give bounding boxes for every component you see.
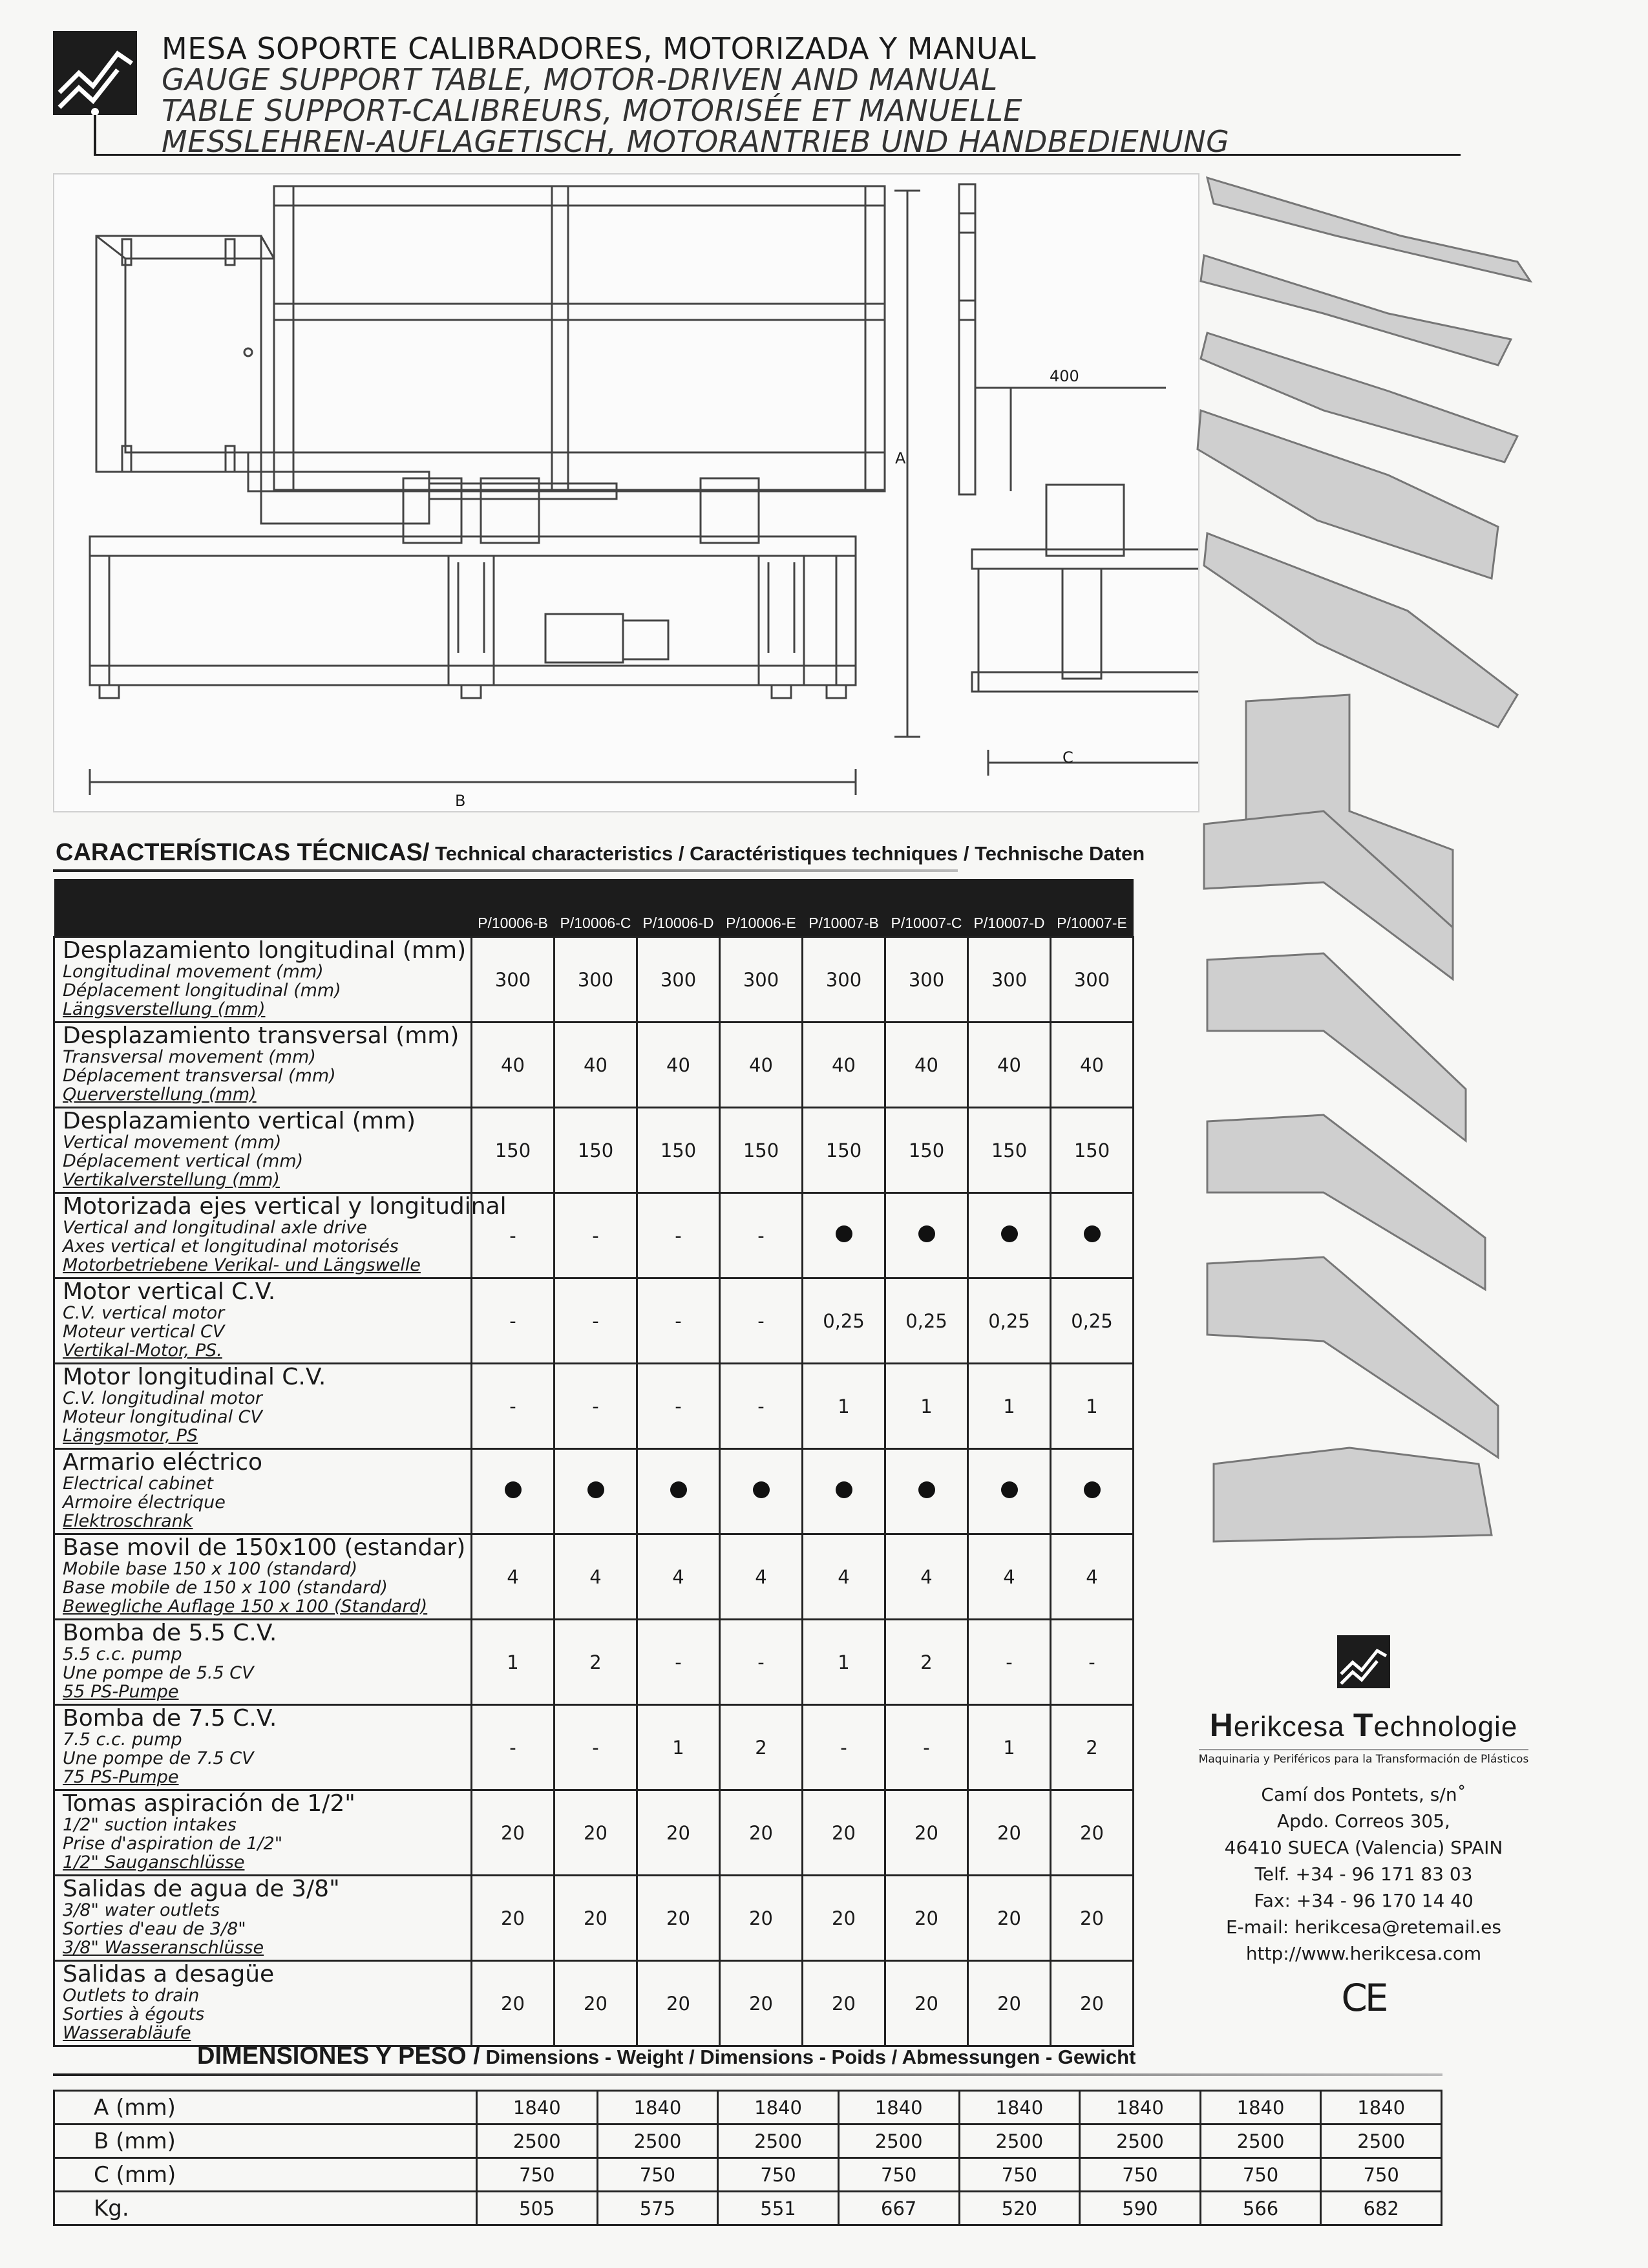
spec-value: 300 bbox=[968, 937, 1051, 1023]
included-dot-icon bbox=[1001, 1225, 1018, 1242]
dimensions-heading-rest: Dimensions - Weight / Dimensions - Poids / Abmessungen - Gewicht bbox=[480, 2046, 1136, 2068]
spec-value: 2 bbox=[885, 1620, 968, 1705]
spec-value: 40 bbox=[720, 1023, 803, 1108]
dimension-c-label: C bbox=[1062, 748, 1073, 767]
spec-value: 4 bbox=[803, 1534, 885, 1620]
spec-value: - bbox=[472, 1705, 555, 1790]
dimension-value: 2500 bbox=[838, 2125, 959, 2158]
dimension-value: 667 bbox=[838, 2192, 959, 2225]
spec-value: 1 bbox=[968, 1705, 1051, 1790]
spec-label-translation: Sorties à égouts bbox=[63, 2004, 205, 2024]
company-name bbox=[1137, 1706, 1590, 1744]
dimension-400-label: 400 bbox=[1050, 367, 1079, 385]
company-tagline: Maquinaria y Periféricos para la Transformación de Plásticos bbox=[1199, 1749, 1529, 1766]
spec-value: 150 bbox=[472, 1108, 555, 1193]
spec-value: 40 bbox=[555, 1023, 637, 1108]
spec-value: 20 bbox=[555, 1961, 637, 2046]
spec-value: 150 bbox=[720, 1108, 803, 1193]
included-dot-icon bbox=[670, 1481, 687, 1498]
spec-label-translation: 7.5 c.c. pump bbox=[63, 1730, 182, 1750]
dimension-row bbox=[54, 2091, 1442, 2125]
spec-value: 2 bbox=[720, 1705, 803, 1790]
address-line: Apdo. Correos 305, bbox=[1277, 1810, 1450, 1832]
website-link[interactable]: http://www.herikcesa.com bbox=[1245, 1943, 1482, 1964]
spec-label bbox=[54, 1278, 472, 1364]
spec-value bbox=[885, 1193, 968, 1278]
spec-label-translation: Sorties d'eau de 3/8" bbox=[63, 1919, 246, 1939]
spec-value: 1 bbox=[637, 1705, 720, 1790]
technical-drawing bbox=[53, 173, 1199, 812]
spec-label-translation: 75 PS-Pumpe bbox=[63, 1767, 179, 1787]
spec-value: 150 bbox=[637, 1108, 720, 1193]
spec-value: 20 bbox=[968, 1876, 1051, 1961]
included-dot-icon bbox=[1084, 1481, 1101, 1498]
spec-label-translation: Vertical movement (mm) bbox=[63, 1132, 282, 1152]
spec-value: - bbox=[555, 1193, 637, 1278]
spec-label-es: Motor longitudinal C.V. bbox=[63, 1364, 326, 1390]
spec-value: 2 bbox=[555, 1620, 637, 1705]
dimension-value: 750 bbox=[597, 2158, 718, 2192]
spec-value: 40 bbox=[637, 1023, 720, 1108]
spec-value: - bbox=[720, 1193, 803, 1278]
spec-label-translation: 1/2" Sauganschlüsse bbox=[63, 1852, 245, 1872]
spec-label bbox=[54, 1790, 472, 1876]
spec-value: 4 bbox=[472, 1534, 555, 1620]
spec-label-translation: Elektroschrank bbox=[63, 1511, 193, 1531]
spec-value: - bbox=[555, 1364, 637, 1449]
spec-row bbox=[54, 1108, 1134, 1193]
spec-value bbox=[472, 1449, 555, 1534]
spec-label-translation: 1/2" suction intakes bbox=[63, 1815, 237, 1835]
dimension-value: 2500 bbox=[718, 2125, 839, 2158]
spec-value: - bbox=[968, 1620, 1051, 1705]
dimension-value: 590 bbox=[1080, 2192, 1201, 2225]
spec-value: 1 bbox=[1051, 1364, 1134, 1449]
spec-row bbox=[54, 1961, 1134, 2046]
spec-value: - bbox=[472, 1278, 555, 1364]
spec-value: 20 bbox=[637, 1961, 720, 2046]
spec-row bbox=[54, 1449, 1134, 1534]
spec-value: 20 bbox=[803, 1961, 885, 2046]
dimension-value: 1840 bbox=[838, 2091, 959, 2125]
spec-label-translation: Déplacement vertical (mm) bbox=[63, 1151, 304, 1171]
phone-line: Telf. +34 - 96 171 83 03 bbox=[1254, 1863, 1473, 1885]
spec-value: 20 bbox=[803, 1876, 885, 1961]
model-header: P/10006-C bbox=[555, 879, 637, 937]
company-logo bbox=[1337, 1635, 1390, 1688]
spec-value: 4 bbox=[968, 1534, 1051, 1620]
spec-label-translation: Prise d'aspiration de 1/2" bbox=[63, 1834, 283, 1854]
model-header: P/10006-B bbox=[472, 879, 555, 937]
dimension-value: 1840 bbox=[1321, 2091, 1442, 2125]
dimension-value: 750 bbox=[959, 2158, 1080, 2192]
spec-value: 0,25 bbox=[803, 1278, 885, 1364]
spec-label bbox=[54, 1534, 472, 1620]
model-header: P/10006-D bbox=[637, 879, 720, 937]
spec-value: 20 bbox=[720, 1876, 803, 1961]
dimension-value: 1840 bbox=[597, 2091, 718, 2125]
spec-value: - bbox=[885, 1705, 968, 1790]
spec-value: 150 bbox=[968, 1108, 1051, 1193]
dimension-value: 750 bbox=[1321, 2158, 1442, 2192]
spec-label-translation: 3/8" water outlets bbox=[63, 1900, 220, 1920]
spec-value: 40 bbox=[1051, 1023, 1134, 1108]
spec-value: 20 bbox=[555, 1790, 637, 1876]
spec-value: 20 bbox=[720, 1961, 803, 2046]
spec-label-translation: Längsmotor, PS bbox=[63, 1426, 198, 1446]
spec-label-translation: Outlets to drain bbox=[63, 1986, 200, 2006]
spec-label bbox=[54, 1449, 472, 1534]
header-rule-stem bbox=[94, 115, 96, 154]
spec-value: 20 bbox=[885, 1876, 968, 1961]
spec-value: - bbox=[637, 1193, 720, 1278]
spec-value: - bbox=[803, 1705, 885, 1790]
spec-label-translation: Bewegliche Auflage 150 x 100 (Standard) bbox=[63, 1596, 428, 1616]
spec-value: 20 bbox=[968, 1790, 1051, 1876]
dimension-value: 2500 bbox=[1080, 2125, 1201, 2158]
spec-value: 20 bbox=[968, 1961, 1051, 2046]
model-header: P/10007-C bbox=[885, 879, 968, 937]
dimension-value: 2500 bbox=[959, 2125, 1080, 2158]
spec-label-translation: Vertikalverstellung (mm) bbox=[63, 1170, 280, 1190]
spec-label-translation: 5.5 c.c. pump bbox=[63, 1644, 182, 1664]
spec-value bbox=[637, 1449, 720, 1534]
brand-logo bbox=[53, 31, 137, 115]
spec-value: - bbox=[720, 1364, 803, 1449]
spec-value: 300 bbox=[803, 937, 885, 1023]
dimensions-heading-main: DIMENSIONES Y PESO / bbox=[197, 2042, 480, 2070]
spec-row bbox=[54, 1620, 1134, 1705]
dimension-value: 566 bbox=[1200, 2192, 1321, 2225]
spec-label bbox=[54, 1108, 472, 1193]
spec-value: 40 bbox=[968, 1023, 1051, 1108]
characteristics-heading-rest: Technical characteristics / Caractéristiques techniques / Technische Daten bbox=[429, 842, 1145, 865]
spec-value: 300 bbox=[720, 937, 803, 1023]
included-dot-icon bbox=[505, 1481, 522, 1498]
spec-label bbox=[54, 937, 472, 1023]
spec-value bbox=[885, 1449, 968, 1534]
spec-label-es: Desplazamiento vertical (mm) bbox=[63, 1108, 416, 1134]
spec-label-es: Tomas aspiración de 1/2" bbox=[63, 1790, 355, 1817]
spec-value: 0,25 bbox=[968, 1278, 1051, 1364]
spec-label-es: Armario eléctrico bbox=[63, 1449, 263, 1476]
spec-label bbox=[54, 1023, 472, 1108]
characteristics-heading-rule bbox=[53, 869, 958, 872]
characteristics-table bbox=[53, 879, 1134, 2047]
dimension-label: Kg. bbox=[54, 2192, 477, 2225]
spec-value: - bbox=[472, 1193, 555, 1278]
spec-value bbox=[803, 1449, 885, 1534]
spec-value: - bbox=[637, 1620, 720, 1705]
spec-value: 20 bbox=[1051, 1961, 1134, 2046]
included-dot-icon bbox=[753, 1481, 770, 1498]
model-header: P/10007-E bbox=[1051, 879, 1134, 937]
dimension-value: 1840 bbox=[959, 2091, 1080, 2125]
spec-value: 20 bbox=[637, 1790, 720, 1876]
company-name-initial-h: H bbox=[1209, 1707, 1234, 1743]
spec-label-translation: Moteur vertical CV bbox=[63, 1322, 225, 1342]
dimension-value: 1840 bbox=[1200, 2091, 1321, 2125]
spec-value: 20 bbox=[1051, 1876, 1134, 1961]
dimension-value: 575 bbox=[597, 2192, 718, 2225]
spec-value: - bbox=[637, 1364, 720, 1449]
characteristics-heading-main: CARACTERÍSTICAS TÉCNICAS/ bbox=[56, 839, 430, 866]
dimension-value: 2500 bbox=[597, 2125, 718, 2158]
chart-trend-icon bbox=[1337, 1635, 1390, 1688]
dimension-value: 750 bbox=[477, 2158, 598, 2192]
dimensions-table bbox=[53, 2090, 1442, 2226]
dimension-value: 2500 bbox=[1321, 2125, 1442, 2158]
title-german: MESSLEHREN-AUFLAGETISCH, MOTORANTRIEB UND HANDBEDIENUNG bbox=[162, 124, 1230, 159]
spec-label bbox=[54, 1705, 472, 1790]
model-header: P/10007-B bbox=[803, 879, 885, 937]
dimension-label: C (mm) bbox=[54, 2158, 477, 2192]
spec-label-translation: Une pompe de 7.5 CV bbox=[63, 1748, 254, 1768]
spec-value: 1 bbox=[968, 1364, 1051, 1449]
dimension-value: 520 bbox=[959, 2192, 1080, 2225]
spec-value: 20 bbox=[472, 1961, 555, 2046]
email-link[interactable]: E-mail: herikcesa@retemail.es bbox=[1225, 1916, 1501, 1938]
spec-value: 1 bbox=[885, 1364, 968, 1449]
ce-mark: CE bbox=[1341, 1976, 1386, 2020]
spec-value: 20 bbox=[885, 1961, 968, 2046]
spec-value: 300 bbox=[637, 937, 720, 1023]
spec-label-es: Bomba de 5.5 C.V. bbox=[63, 1620, 277, 1646]
dimension-value: 1840 bbox=[1080, 2091, 1201, 2125]
spec-value: 20 bbox=[637, 1876, 720, 1961]
spec-label-translation: Electrical cabinet bbox=[63, 1474, 214, 1494]
spec-value: 40 bbox=[472, 1023, 555, 1108]
spec-label-translation: Mobile base 150 x 100 (standard) bbox=[63, 1559, 358, 1579]
spec-value: 20 bbox=[803, 1790, 885, 1876]
dimension-value: 750 bbox=[718, 2158, 839, 2192]
spec-value bbox=[720, 1449, 803, 1534]
spec-value: 1 bbox=[803, 1620, 885, 1705]
spec-row bbox=[54, 1534, 1134, 1620]
spec-row bbox=[54, 1193, 1134, 1278]
dimension-row bbox=[54, 2158, 1442, 2192]
spec-label bbox=[54, 1876, 472, 1961]
spec-label-es: Bomba de 7.5 C.V. bbox=[63, 1705, 277, 1732]
spec-value: 1 bbox=[472, 1620, 555, 1705]
dimension-value: 551 bbox=[718, 2192, 839, 2225]
spec-label-translation: Transversal movement (mm) bbox=[63, 1047, 316, 1067]
spec-label-translation: Armoire électrique bbox=[63, 1492, 226, 1512]
dimensions-heading bbox=[197, 2044, 1136, 2068]
spec-value: - bbox=[1051, 1620, 1134, 1705]
spec-label-translation: Longitudinal movement (mm) bbox=[63, 962, 324, 982]
spec-label-translation: C.V. longitudinal motor bbox=[63, 1388, 262, 1408]
spec-label bbox=[54, 1193, 507, 1278]
dimension-value: 682 bbox=[1321, 2192, 1442, 2225]
included-dot-icon bbox=[587, 1481, 604, 1498]
spec-value: - bbox=[472, 1364, 555, 1449]
spec-label-translation: Längsverstellung (mm) bbox=[63, 999, 266, 1019]
spec-value: - bbox=[555, 1278, 637, 1364]
dimension-value: 750 bbox=[1200, 2158, 1321, 2192]
dimension-a-label: A bbox=[895, 449, 906, 467]
included-dot-icon bbox=[1001, 1481, 1018, 1498]
company-info bbox=[1137, 1635, 1590, 2020]
spec-row bbox=[54, 1790, 1134, 1876]
spec-label-es: Desplazamiento longitudinal (mm) bbox=[63, 937, 467, 964]
spec-value: 150 bbox=[803, 1108, 885, 1193]
spec-value: 20 bbox=[472, 1790, 555, 1876]
spec-row bbox=[54, 1876, 1134, 1961]
spec-label bbox=[54, 1961, 472, 2046]
chart-trend-icon bbox=[53, 31, 137, 115]
dimension-row bbox=[54, 2192, 1442, 2225]
dimension-value: 1840 bbox=[477, 2091, 598, 2125]
included-dot-icon bbox=[918, 1481, 935, 1498]
spec-value: 20 bbox=[555, 1876, 637, 1961]
included-dot-icon bbox=[918, 1225, 935, 1242]
header-blank bbox=[54, 879, 472, 937]
dimension-b-label: B bbox=[455, 792, 466, 810]
spec-value: 150 bbox=[555, 1108, 637, 1193]
company-name-part-1: erikcesa bbox=[1233, 1711, 1353, 1743]
model-header: P/10006-E bbox=[720, 879, 803, 937]
spec-value bbox=[1051, 1193, 1134, 1278]
spec-label-translation: Base mobile de 150 x 100 (standard) bbox=[63, 1578, 388, 1598]
spec-value: 4 bbox=[637, 1534, 720, 1620]
spec-label-translation: Vertical and longitudinal axle drive bbox=[63, 1218, 367, 1238]
spec-value: 2 bbox=[1051, 1705, 1134, 1790]
dimension-value: 750 bbox=[1080, 2158, 1201, 2192]
characteristics-heading bbox=[56, 840, 1145, 865]
dimension-label: A (mm) bbox=[54, 2091, 477, 2125]
spec-value: - bbox=[720, 1278, 803, 1364]
spec-label-translation: Vertikal-Motor, PS. bbox=[63, 1341, 222, 1361]
spec-value: 4 bbox=[555, 1534, 637, 1620]
spec-value: - bbox=[555, 1705, 637, 1790]
company-name-part-2: echnologie bbox=[1373, 1711, 1518, 1743]
spec-label-translation: Motorbetriebene Verikal- und Längswelle bbox=[63, 1255, 421, 1275]
spec-value: 300 bbox=[885, 937, 968, 1023]
spec-label-es: Motorizada ejes vertical y longitudinal bbox=[63, 1193, 507, 1220]
fax-line: Fax: +34 - 96 170 14 40 bbox=[1254, 1890, 1474, 1911]
spec-label-translation: Une pompe de 5.5 CV bbox=[63, 1663, 254, 1683]
spec-value bbox=[968, 1449, 1051, 1534]
spec-label-translation: Wasserabläufe bbox=[63, 2023, 191, 2043]
spec-value: - bbox=[720, 1620, 803, 1705]
spec-value bbox=[555, 1449, 637, 1534]
address-line: Camí dos Pontets, s/n˚ bbox=[1261, 1784, 1466, 1805]
model-header: P/10007-D bbox=[968, 879, 1051, 937]
title-english: GAUGE SUPPORT TABLE, MOTOR-DRIVEN AND MANUAL bbox=[162, 62, 998, 97]
spec-label-es: Base movil de 150x100 (estandar) bbox=[63, 1534, 466, 1561]
company-name-initial-t: T bbox=[1353, 1707, 1374, 1743]
spec-label-es: Salidas de agua de 3/8" bbox=[63, 1876, 340, 1902]
spec-value: 20 bbox=[885, 1790, 968, 1876]
spec-label-es: Motor vertical C.V. bbox=[63, 1278, 276, 1305]
model-header-row bbox=[54, 879, 1134, 937]
dimension-value: 505 bbox=[477, 2192, 598, 2225]
dimension-value: 2500 bbox=[477, 2125, 598, 2158]
dimensions-heading-rule bbox=[53, 2073, 1442, 2076]
spec-label-es: Desplazamiento transversal (mm) bbox=[63, 1023, 460, 1049]
company-address bbox=[1137, 1781, 1590, 1967]
spec-value: 0,25 bbox=[1051, 1278, 1134, 1364]
spec-value: 150 bbox=[885, 1108, 968, 1193]
spec-value: 1 bbox=[803, 1364, 885, 1449]
spec-value: 20 bbox=[472, 1876, 555, 1961]
spec-label-translation: 55 PS-Pumpe bbox=[63, 1682, 179, 1702]
spec-row bbox=[54, 1364, 1134, 1449]
spec-label bbox=[54, 1364, 472, 1449]
dimension-row bbox=[54, 2125, 1442, 2158]
spec-value: - bbox=[637, 1278, 720, 1364]
spec-label-translation: C.V. vertical motor bbox=[63, 1303, 225, 1323]
title-french: TABLE SUPPORT-CALIBREURS, MOTORISÉE ET MANUELLE bbox=[162, 93, 1022, 128]
spec-value: 150 bbox=[1051, 1108, 1134, 1193]
spec-value: 4 bbox=[1051, 1534, 1134, 1620]
dimension-value: 750 bbox=[838, 2158, 959, 2192]
spec-row bbox=[54, 1023, 1134, 1108]
spec-label-translation: Axes vertical et longitudinal motorisés bbox=[63, 1236, 399, 1256]
spec-label-translation: Déplacement transversal (mm) bbox=[63, 1066, 336, 1086]
spec-value: 20 bbox=[1051, 1790, 1134, 1876]
address-line: 46410 SUECA (Valencia) SPAIN bbox=[1224, 1837, 1503, 1858]
spec-value: 40 bbox=[885, 1023, 968, 1108]
spec-value bbox=[968, 1193, 1051, 1278]
spec-value: 300 bbox=[555, 937, 637, 1023]
included-dot-icon bbox=[836, 1225, 852, 1242]
spec-label-translation: Querverstellung (mm) bbox=[63, 1085, 257, 1105]
spec-label bbox=[54, 1620, 472, 1705]
spec-label-translation: Déplacement longitudinal (mm) bbox=[63, 980, 341, 1001]
spec-value: 40 bbox=[803, 1023, 885, 1108]
spec-value: 0,25 bbox=[885, 1278, 968, 1364]
included-dot-icon bbox=[1084, 1225, 1101, 1242]
spec-value: 4 bbox=[885, 1534, 968, 1620]
spec-row bbox=[54, 1278, 1134, 1364]
spec-value: 20 bbox=[720, 1790, 803, 1876]
title-spanish: MESA SOPORTE CALIBRADORES, MOTORIZADA Y MANUAL bbox=[162, 31, 1037, 66]
spec-row bbox=[54, 1705, 1134, 1790]
spec-label-translation: 3/8" Wasseranschlüsse bbox=[63, 1938, 264, 1958]
spec-value: 4 bbox=[720, 1534, 803, 1620]
spec-row bbox=[54, 937, 1134, 1023]
spec-value: 300 bbox=[472, 937, 555, 1023]
dimension-label: B (mm) bbox=[54, 2125, 477, 2158]
spec-label-es: Salidas a desagüe bbox=[63, 1961, 275, 1987]
product-images bbox=[1194, 165, 1556, 1554]
included-dot-icon bbox=[836, 1481, 852, 1498]
spec-value bbox=[803, 1193, 885, 1278]
dimension-value: 2500 bbox=[1200, 2125, 1321, 2158]
dimension-value: 1840 bbox=[718, 2091, 839, 2125]
spec-value: 300 bbox=[1051, 937, 1134, 1023]
spec-value bbox=[1051, 1449, 1134, 1534]
spec-label-translation: Moteur longitudinal CV bbox=[63, 1407, 262, 1427]
